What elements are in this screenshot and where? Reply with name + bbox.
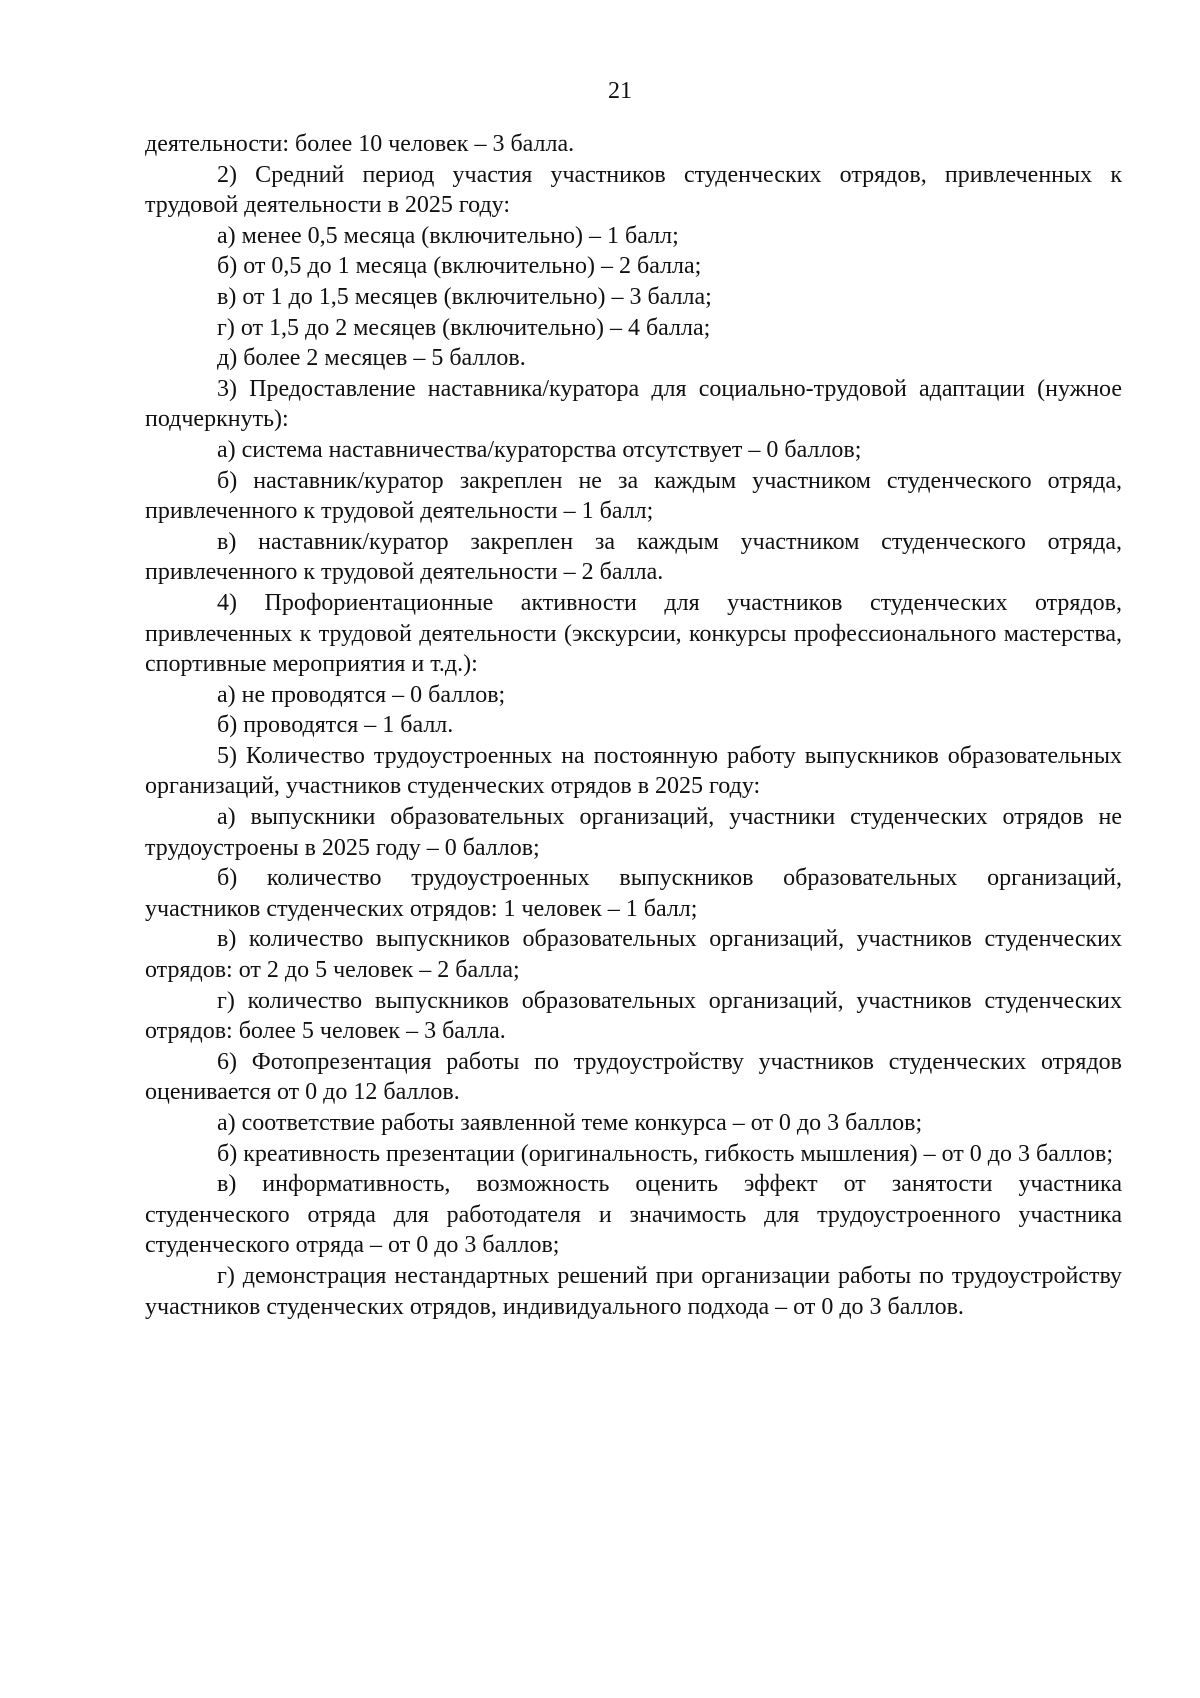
- list-item: г) количество выпускников образовательных организаций, участников студенческих отрядов: более 5 человек – 3 балла.: [145, 987, 1122, 1045]
- list-item: а) выпускники образовательных организаций, участники студенческих отрядов не трудоустроены в 2025 году – 0 баллов;: [145, 804, 1122, 861]
- list-item: б) проводятся – 1 балл.: [217, 712, 454, 739]
- document-body: [145, 129, 1122, 1322]
- paragraph: 3) Предоставление наставника/куратора для социально-трудовой адаптации (нужное подчеркнуть):: [145, 375, 1122, 433]
- paragraph: 6) Фотопрезентация работы по трудоустройству участников студенческих отрядов оценивается от 0 до 12 баллов.: [145, 1048, 1122, 1106]
- list-item: в) наставник/куратор закреплен за каждым участником студенческого отряда, привлеченного к трудовой деятельности – 2 балла.: [145, 528, 1122, 586]
- list-item: в) от 1 до 1,5 месяцев (включительно) – 3 балла;: [217, 283, 712, 310]
- list-item: а) система наставничества/кураторства отсутствует – 0 баллов;: [217, 436, 862, 463]
- page-number: 21: [608, 78, 632, 104]
- paragraph: деятельности: более 10 человек – 3 балла.: [145, 131, 575, 157]
- paragraph: 5) Количество трудоустроенных на постоянную работу выпускников образовательных организаций, участников студенческих отрядов в 2025 году:: [145, 742, 1122, 800]
- list-item: б) креативность презентации (оригинальность, гибкость мышления) – от 0 до 3 баллов;: [217, 1140, 1114, 1167]
- list-item: а) не проводятся – 0 баллов;: [217, 681, 506, 708]
- list-item: г) демонстрация нестандартных решений при организации работы по трудоустройству участников студенческих отрядов, индивидуального подхода – от 0 до 3 баллов.: [145, 1262, 1122, 1320]
- list-item: а) соответствие работы заявленной теме конкурса – от 0 до 3 баллов;: [217, 1110, 923, 1136]
- paragraph: 4) Профориентационные активности для участников студенческих отрядов, привлеченных к трудовой деятельности (экскурсии, конкурсы профессионального мастерства, спортивные мероприятия и т.д.):: [145, 589, 1122, 678]
- list-item: д) более 2 месяцев – 5 баллов.: [217, 345, 526, 372]
- list-item: б) наставник/куратор закреплен не за каждым участником студенческого отряда, привлеченного к трудовой деятельности – 1 балл;: [145, 467, 1122, 525]
- list-item: в) информативность, возможность оценить эффект от занятости участника студенческого отряда для работодателя и значимость для трудоустроенного участника студенческого отряда – от 0 до 3 баллов;: [145, 1171, 1122, 1259]
- paragraph: 2) Средний период участия участников студенческих отрядов, привлеченных к трудовой деятельности в 2025 году:: [145, 161, 1122, 219]
- list-item: г) от 1,5 до 2 месяцев (включительно) – 4 балла;: [217, 314, 711, 341]
- list-item: б) от 0,5 до 1 месяца (включительно) – 2 балла;: [217, 253, 702, 280]
- list-item: б) количество трудоустроенных выпускников образовательных организаций, участников студенческих отрядов: 1 человек – 1 балл;: [145, 865, 1122, 922]
- list-item: в) количество выпускников образовательных организаций, участников студенческих отрядов: от 2 до 5 человек – 2 балла;: [145, 926, 1122, 984]
- list-item: а) менее 0,5 месяца (включительно) – 1 балл;: [217, 222, 679, 249]
